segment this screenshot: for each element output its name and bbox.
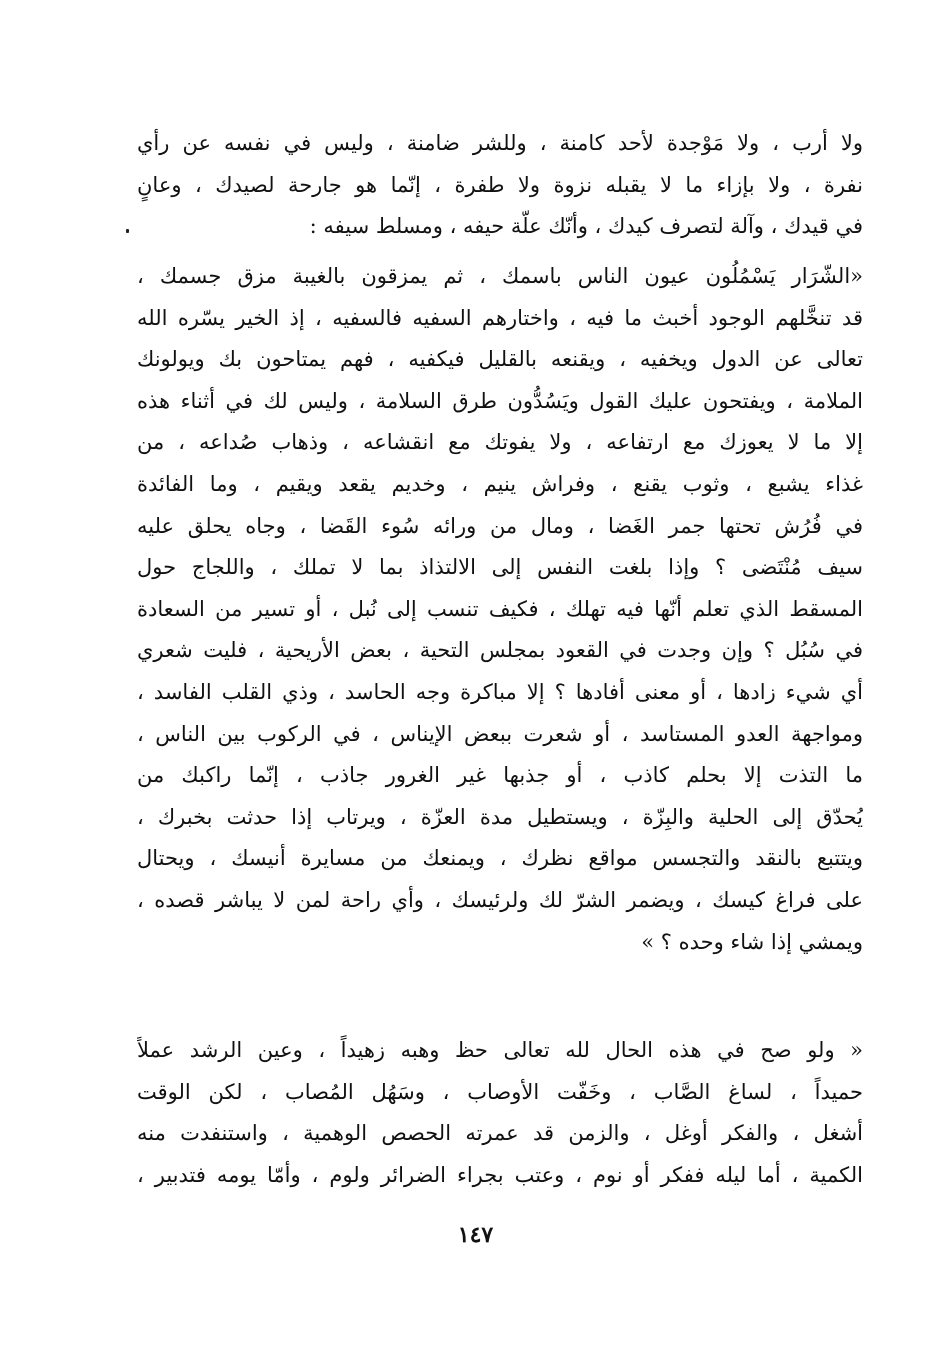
text-line: في فُرُش تحتها جمر الغَضا ، ومال من ورائه سُوء القَضا ، وجاه يحلق عليه — [137, 513, 863, 538]
paragraph-3 — [137, 1030, 863, 1196]
text-line: على فراغ كيسك ، ويضمر الشرّ لك ولرئيسك ، وأي راحة لمن لا يباشر قصده ، — [137, 887, 863, 912]
text-line: ولا أرب ، ولا مَوْجدة لأحد كامنة ، وللشر ضامنة ، وليس في نفسه عن رأي — [137, 131, 863, 155]
paragraph-2 — [137, 256, 863, 963]
text-line: حميداً ، لساغ الصَّاب ، وخَفّت الأوصاب ، وسَهُل المُصاب ، لكن الوقت — [137, 1079, 863, 1104]
text-line: ويمشي إذا شاء وحده ؟ » — [641, 929, 863, 954]
text-line: أي شيء زادها ، أو معنى أفادها ؟ إلا مباكرة وجه الحاسد ، وذي القلب الفاسد ، — [137, 679, 863, 704]
text-line: «الشّرَار يَسْمُلُون عيون الناس باسمك ، ثم يمزقون بالغيبة مزق جسمك ، — [137, 264, 863, 288]
text-line: الملامة ، ويفتحون عليك القول ويَسُدُّون طرق السلامة ، وليس لك في أثناء هذه — [137, 388, 863, 413]
text-line: غذاء يشبع ، وثوب يقنع ، وفراش ينيم ، وخديم يقعد ويقيم ، وما الفائدة — [137, 471, 863, 496]
text-line: ويتتبع بالنقد والتجسس مواقع نظرك ، ويمنعك من مسايرة أنيسك ، ويحتال — [137, 846, 863, 871]
text-line: المسقط الذي تعلم أنّها فيه تهلك ، فكيف تنسب إلى نُبل ، أو تسير من السعادة — [137, 596, 863, 621]
paragraph-1 — [137, 123, 863, 248]
text-line: نفرة ، ولا بإزاء ما لا يقبله نزوة ولا طفرة ، إنّما هو جارحة لصيدك ، وعانٍ — [137, 172, 863, 197]
text-line: في سُبُل ؟ وإن وجدت في القعود بمجلس التحية ، بعض الأريحية ، فليت شعري — [137, 638, 863, 663]
text-line: في قيدك ، وآلة لتصرف كيدك ، وأنّك علّة حيفه ، ومسلط سيفه : — [309, 214, 863, 239]
text-line: يُحدّق إلى الحلية والبِزّة ، ويستطيل مدة العزّة ، ويرتاب إذا حدثت بخبرك ، — [137, 804, 863, 829]
text-line: الكمية ، أما ليله ففكر أو نوم ، وعتب بجراء الضرائر ولوم ، وأمّا يومه فتدبير ، — [137, 1162, 863, 1187]
page-number: ١٤٧ — [457, 1222, 494, 1248]
text-line: إلا ما لا يعوزك مع ارتفاعه ، ولا يفوتك مع انقشاعه ، وذهاب صُداعه ، من — [137, 430, 863, 455]
text-line: قد تنخَّلهم الوجود أخبث ما فيه ، واختارهم السفيه فالسفيه ، إذ الخير يسّره الله — [137, 305, 863, 330]
text-line: ومواجهة العدو المستاسد ، أو شعرت ببعض الإيناس ، في الركوب بين الناس ، — [137, 721, 863, 746]
text-line: ما التذت إلا بحلم كاذب ، أو جذبها غير الغرور جاذب ، إنّما راكبك من — [137, 763, 863, 788]
ink-speck — [126, 229, 129, 233]
text-line: تعالى عن الدول ويخفيه ، ويقنعه بالقليل فيكفيه ، فهم يمتاحون بك ويولونك — [137, 347, 863, 372]
text-line: أشغل ، والفكر أوغل ، والزمن قد عمرته الحصص الوهمية ، واستنفدت منه — [137, 1121, 863, 1146]
text-line: سيف مُنْتَضى ؟ وإذا بلغت النفس إلى الالتذاذ بما لا تملك ، واللجاج حول — [137, 555, 863, 580]
text-line: « ولو صح في هذه الحال لله تعالى حظ وهبه زهيداً ، وعين الرشد عملاً — [137, 1038, 863, 1062]
